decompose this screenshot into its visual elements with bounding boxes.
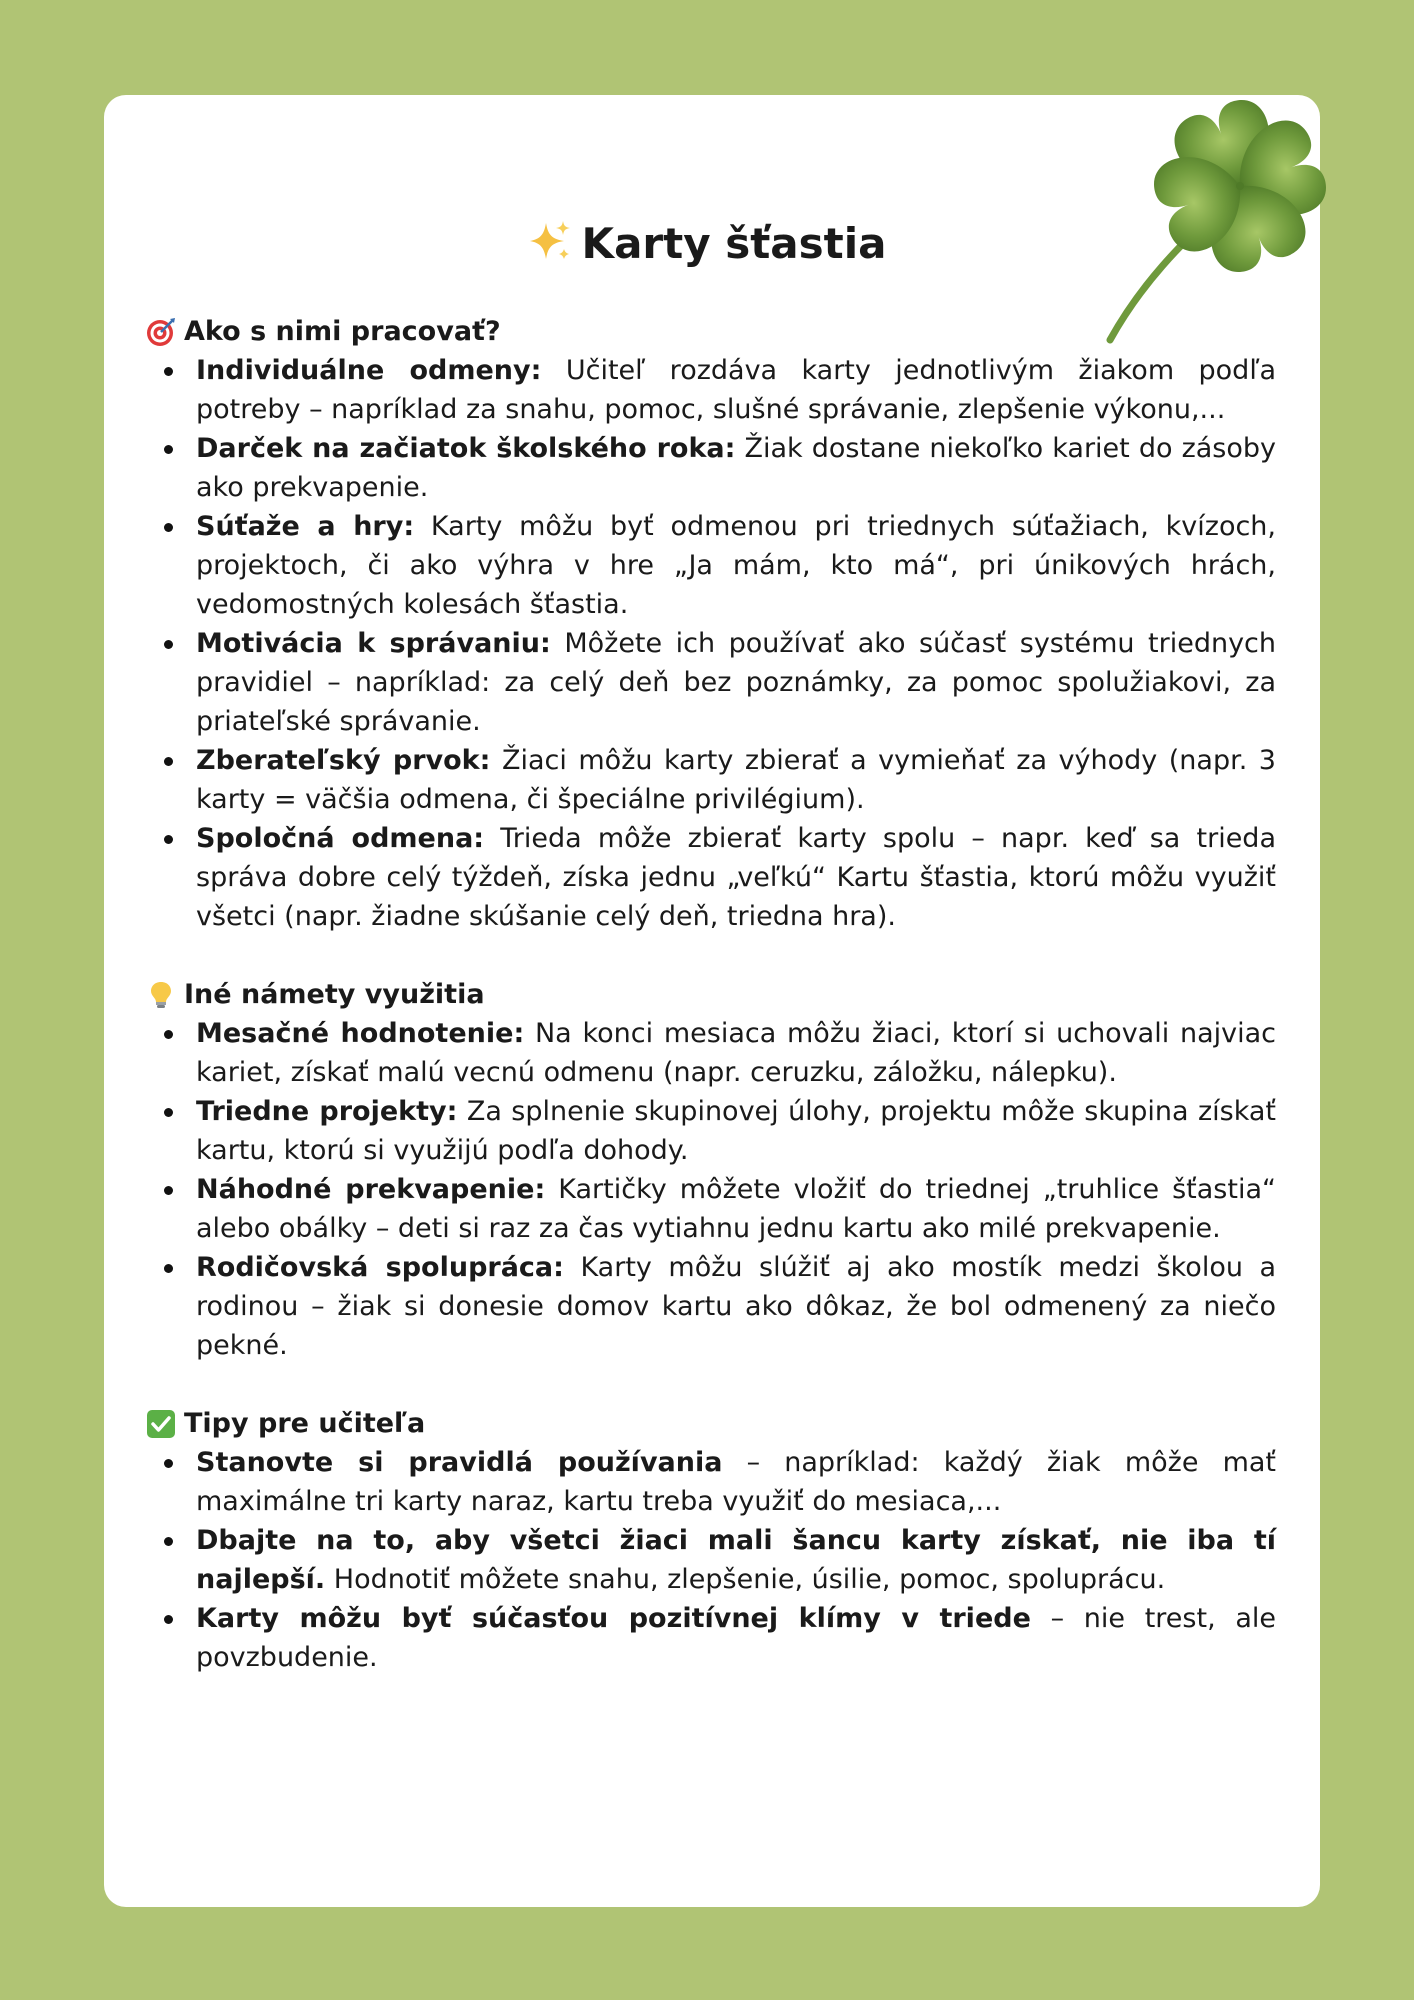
bullet-list — [146, 1014, 1276, 1365]
bullet-list — [146, 351, 1276, 936]
title-text: Karty šťastia — [581, 219, 887, 268]
list-item: Triedne projekty: Za splnenie skupinovej úlohy, projektu môže skupina získať kartu, ktorú si využijú podľa dohody. — [196, 1092, 1276, 1170]
list-item: Zberateľský prvok: Žiaci môžu karty zbierať a vymieňať za výhody (napr. 3 karty = väčšia odmena, či špeciálne privilégium). — [196, 741, 1276, 819]
list-item: Súťaže a hry: Karty môžu byť odmenou pri triednych súťažiach, kvízoch, projektoch, či ako výhra v hre „Ja mám, kto má“, pri únikových hrách, vedomostných kolesách šťastia. — [196, 507, 1276, 624]
list-item: Motivácia k správaniu: Môžete ich používať ako súčasť systému triednych pravidiel – napríklad: za celý deň bez poznámky, za pomoc spolužiakovi, za priateľské správanie. — [196, 624, 1276, 741]
list-item: Dbajte na to, aby všetci žiaci mali šancu karty získať, nie iba tí najlepší. Hodnotiť môžete snahu, zlepšenie, úsilie, pomoc, spoluprácu. — [196, 1521, 1276, 1599]
page-title — [0, 210, 1414, 278]
section-teacher-tips — [146, 1404, 1276, 1677]
bullet-list — [146, 1443, 1276, 1677]
list-item: Spoločná odmena: Trieda môže zbierať karty spolu – napr. keď sa trieda správa dobre celý týždeň, získa jednu „veľkú“ Kartu šťastia, ktorú môžu využiť všetci (napr. žiadne skúšanie celý deň, triedna hra). — [196, 819, 1276, 936]
sparkles-icon — [528, 219, 572, 263]
list-item: Náhodné prekvapenie: Kartičky môžete vložiť do triednej „truhlice šťastia“ alebo obálky – deti si raz za čas vytiahnu jednu kartu ako milé prekvapenie. — [196, 1170, 1276, 1248]
section-other-ideas — [146, 975, 1276, 1365]
list-item: Rodičovská spolupráca: Karty môžu slúžiť aj ako mostík medzi školou a rodinou – žiak si donesie domov kartu ako dôkaz, že bol odmenený za niečo pekné. — [196, 1248, 1276, 1365]
document-body — [146, 312, 1276, 1677]
section-heading: Iné námety využitia — [146, 975, 1276, 1014]
section-heading: Tipy pre učiteľa — [146, 1404, 1276, 1443]
check-mark-icon — [146, 1409, 176, 1439]
list-item: Individuálne odmeny: Učiteľ rozdáva karty jednotlivým žiakom podľa potreby – napríklad za snahu, pomoc, slušné správanie, zlepšenie výkonu,... — [196, 351, 1276, 429]
list-item: Mesačné hodnotenie: Na konci mesiaca môžu žiaci, ktorí si uchovali najviac kariet, získať malú vecnú odmenu (napr. ceruzku, záložku, nálepku). — [196, 1014, 1276, 1092]
list-item: Karty môžu byť súčasťou pozitívnej klímy v triede – nie trest, ale povzbudenie. — [196, 1599, 1276, 1677]
target-icon — [146, 317, 176, 347]
section-how-to-use — [146, 312, 1276, 936]
list-item: Darček na začiatok školského roka: Žiak dostane niekoľko kariet do zásoby ako prekvapenie. — [196, 429, 1276, 507]
lightbulb-icon — [146, 980, 176, 1010]
list-item: Stanovte si pravidlá používania – napríklad: každý žiak môže mať maximálne tri karty naraz, kartu treba využiť do mesiaca,... — [196, 1443, 1276, 1521]
section-heading: Ako s nimi pracovať? — [146, 312, 1276, 351]
